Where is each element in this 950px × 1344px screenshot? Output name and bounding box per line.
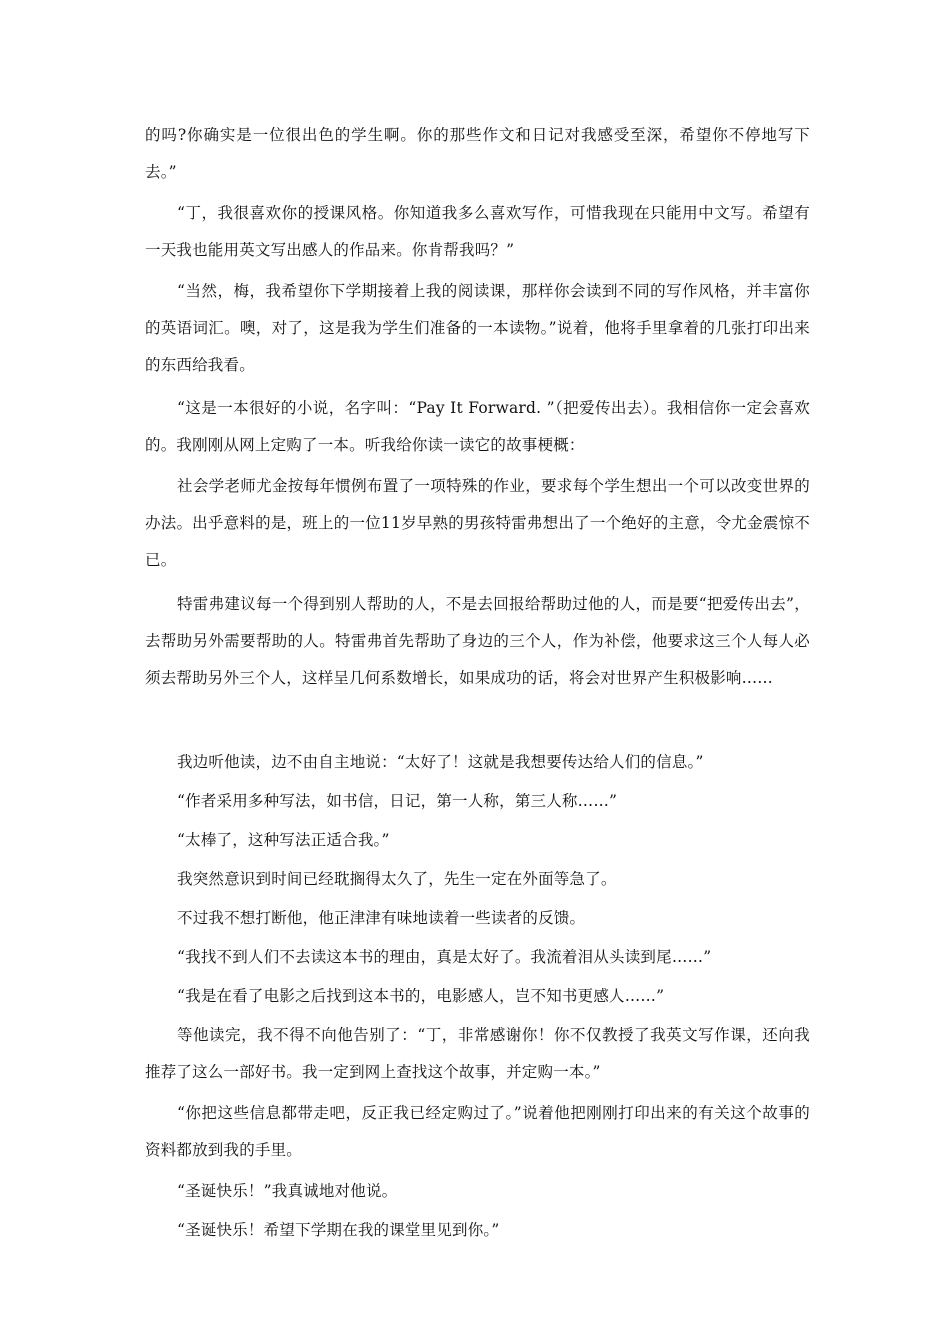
paragraph-17: “圣诞快乐！希望下学期在我的课堂里见到你。” xyxy=(177,1221,500,1239)
paragraph-13: “我是在看了电影之后找到这本书的，电影感人，岂不知书更感人……” xyxy=(177,987,665,1005)
paragraph-15: “你把这些信息都带走吧，反正我已经定购过了。”说着他把刚刚打印出来的有关这个故事的资料都放到我的手里。 xyxy=(145,1104,810,1159)
paragraph-7: 我边听他读，边不由自主地说：“太好了！这就是我想要传达给人们的信息。” xyxy=(177,753,704,771)
paragraph-6: 特雷弗建议每一个得到别人帮助的人，不是去回报给帮助过他的人，而是要“把爱传出去”，去帮助另外需要帮助的人。特雷弗首先帮助了身边的三个人，作为补偿，他要求这三个人每人必须去帮助另外三个人，这样呈几何系数增长，如果成功的话，将会对世界产生积极影响…… xyxy=(145,595,810,687)
paragraph-2: “丁，我很喜欢你的授课风格。你知道我多么喜欢写作，可惜我现在只能用中文写。希望有一天我也能用英文写出感人的作品来。你肯帮我吗？” xyxy=(145,204,810,259)
paragraph-1: 的吗?你确实是一位很出色的学生啊。你的那些作文和日记对我感受至深，希望你不停地写下去。” xyxy=(145,126,810,181)
paragraph-5: 社会学老师尤金按每年惯例布置了一项特殊的作业，要求每个学生想出一个可以改变世界的办法。出乎意料的是，班上的一位11岁早熟的男孩特雷弗想出了一个绝好的主意，令尤金震惊不已。 xyxy=(145,477,810,569)
paragraph-8: “作者采用多种写法，如书信，日记，第一人称，第三人称……” xyxy=(177,792,618,810)
paragraph-12: “我找不到人们不去读这本书的理由，真是太好了。我流着泪从头读到尾……” xyxy=(177,948,712,966)
paragraph-4: “这是一本很好的小说，名字叫：“Pay It Forward. ”（把爱传出去）。我相信你一定会喜欢的。我刚刚从网上定购了一本。听我给你读一读它的故事梗概： xyxy=(145,399,810,454)
paragraph-9: “太棒了，这种写法正适合我。” xyxy=(177,831,390,849)
paragraph-3: “当然，梅，我希望你下学期接着上我的阅读课，那样你会读到不同的写作风格，并丰富你的英语词汇。噢，对了，这是我为学生们准备的一本读物。”说着，他将手里拿着的几张打印出来的东西给我看。 xyxy=(145,282,810,374)
paragraph-16: “圣诞快乐！”我真诚地对他说。 xyxy=(177,1182,398,1200)
paragraph-11: 不过我不想打断他，他正津津有味地读着一些读者的反馈。 xyxy=(177,909,586,927)
paragraph-10: 我突然意识到时间已经耽搁得太久了，先生一定在外面等急了。 xyxy=(177,870,617,888)
paragraph-14: 等他读完，我不得不向他告别了：“丁，非常感谢你！你不仅教授了我英文写作课，还向我推荐了这么一部好书。我一定到网上查找这个故事，并定购一本。” xyxy=(145,1026,810,1081)
